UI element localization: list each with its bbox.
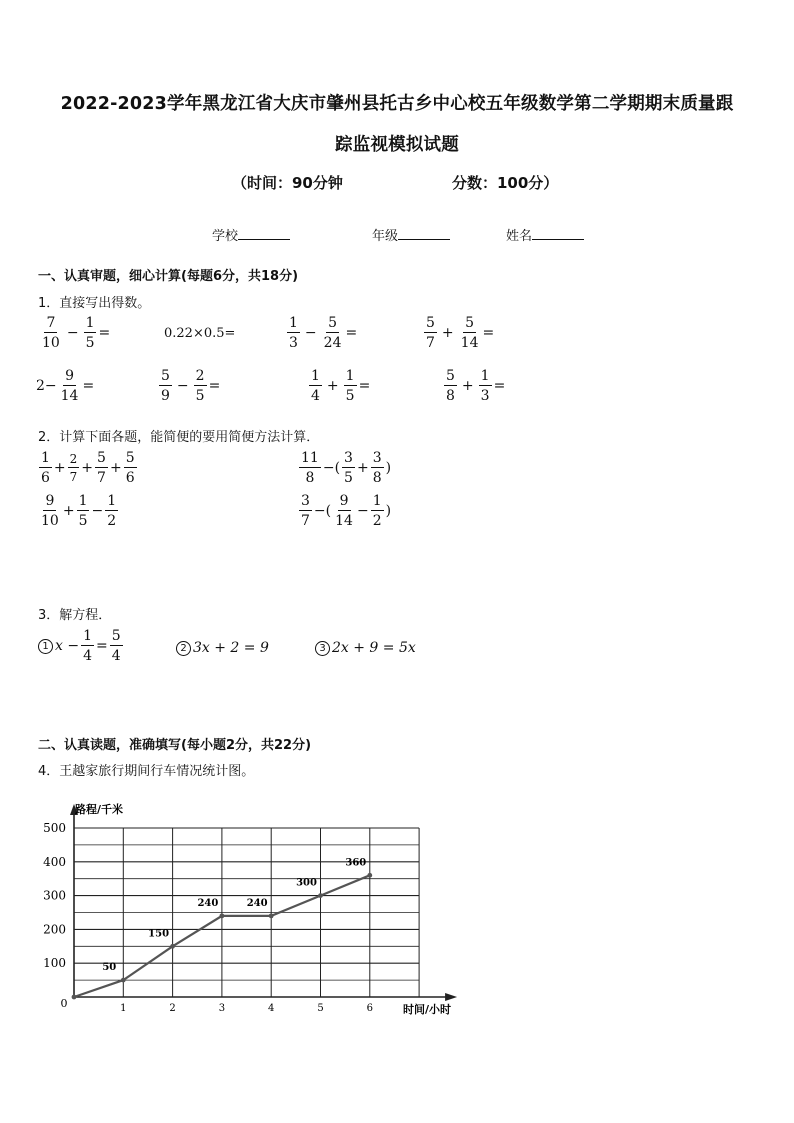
data-label: 50 [102,962,117,974]
right-paren: ) [385,503,392,519]
fraction-denominator: 3 [480,388,490,404]
fraction-numerator: 5 [426,315,435,331]
data-label: 300 [296,877,317,889]
q1-item-4 [422,316,494,350]
y-tick-label: 100 [43,956,66,971]
line-chart [30,795,480,1030]
fraction-numerator: 1 [345,368,355,384]
fraction-numerator: 1 [311,368,320,384]
q1-item-2: 0.22×0.5= [164,326,236,341]
equals-sign: = [208,378,221,394]
fraction-numerator: 1 [107,493,117,509]
fraction-denominator: 7 [301,513,310,529]
name-field[interactable] [506,225,584,244]
operator: − [322,460,335,476]
fraction-numerator: 1 [372,493,382,509]
fraction-denominator: 24 [323,335,342,351]
name-label: 姓名 [506,229,533,244]
operator: − [304,325,317,341]
equals-sign: = [358,378,371,394]
q3-equation-2 [176,640,269,656]
school-field[interactable] [212,225,290,244]
data-point [121,978,126,983]
x-tick-label: 3 [218,1003,226,1014]
fraction-numerator: 1 [83,628,92,644]
circled-number: 1 [38,639,53,654]
q1-item-1 [38,316,110,350]
fraction-denominator: 5 [344,470,353,486]
grade-label: 年级 [372,229,399,244]
x-tick-label: 6 [366,1003,373,1014]
q1-item-8 [442,369,505,403]
fraction-denominator: 7 [69,470,78,484]
operator: + [356,460,369,476]
fraction-numerator: 5 [97,450,106,466]
x-tick-label: 0 [60,997,68,1010]
left-paren: ( [325,503,332,519]
fraction-numerator: 5 [111,628,121,644]
q1-item-7 [307,369,370,403]
fraction-denominator: 5 [345,388,355,404]
x-tick-label: 4 [268,1003,275,1014]
fraction-denominator: 4 [83,648,92,664]
y-axis-label: 路程/千米 [75,803,124,816]
fraction-denominator: 5 [195,388,205,404]
fraction-numerator: 5 [125,450,135,466]
fraction-denominator: 6 [125,470,135,486]
fraction-numerator: 5 [161,368,170,384]
fraction-numerator: 3 [344,450,353,466]
operator: + [81,460,94,476]
q2-expr-2 [297,451,391,485]
exam-score: 分数：100分） [452,174,559,192]
fraction-numerator: 1 [78,493,88,509]
fraction-numerator: 3 [301,493,310,509]
name-blank[interactable] [532,227,584,240]
q3-label: 3．解方程． [38,608,112,623]
fraction-denominator: 7 [97,470,106,486]
equation-text: 2x + 9 = 5x [332,640,416,656]
fraction-numerator: 2 [69,452,78,466]
data-point [220,913,225,918]
right-paren: ) [385,460,392,476]
fraction-numerator: 9 [339,493,349,509]
section2-heading: 二、认真读题，准确填写(每小题2分，共22分) [38,738,312,753]
x-tick-label: 1 [120,1003,127,1014]
chart-ticks [43,821,373,1014]
x-axis-arrow-icon [445,993,457,1001]
page-title-line2: 踪监视模拟试题 [335,135,459,155]
fraction-denominator: 3 [289,335,298,351]
q1-item-5 [36,369,94,403]
operator: − [176,378,189,394]
q2-expr-3 [37,494,120,528]
fraction-denominator: 8 [305,470,315,486]
q1-label: 1．直接写出得数。 [38,296,151,311]
q2-expr-4 [297,494,391,528]
fraction-denominator: 10 [42,335,60,351]
fraction-denominator: 4 [111,648,121,664]
fraction-numerator: 1 [41,450,50,466]
fraction-denominator: 10 [41,513,59,529]
equals-sign: = [345,325,358,341]
circled-number: 2 [176,641,191,656]
operator: + [441,325,454,341]
equals-sign: = [82,378,95,394]
equals-sign: = [493,378,506,394]
page-title: 2022-2023学年黑龙江省大庆市肇州县托古乡中心校五年级数学第二学期期末质量跟 [60,94,734,114]
school-label: 学校 [212,229,239,244]
fraction-denominator: 9 [161,388,170,404]
fraction-denominator: 14 [60,388,79,404]
fraction-denominator: 5 [78,513,88,529]
y-tick-label: 300 [43,888,66,903]
operator: − [91,503,104,519]
fraction-denominator: 7 [426,335,435,351]
q3-equation-3 [315,640,416,656]
left-paren: ( [334,460,341,476]
chart-grid [74,828,419,997]
fraction-denominator: 2 [107,513,117,529]
circled-number: 3 [315,641,330,656]
data-point [318,893,323,898]
q1-item-3 [285,316,357,350]
operator: + [326,378,339,394]
fraction-denominator: 6 [41,470,50,486]
fraction-numerator: 1 [289,315,298,331]
data-point [170,944,175,949]
operator: + [62,503,75,519]
fraction-numerator: 5 [446,368,455,384]
x-axis-label: 时间/小时 [403,1003,452,1016]
operator: − [66,325,79,341]
q2-label: 2．计算下面各题，能简便的要用简便方法计算． [38,430,320,445]
equals-sign: = [98,325,111,341]
data-point [72,995,77,1000]
y-tick-label: 500 [43,821,66,835]
fraction-numerator: 5 [328,315,338,331]
fraction-denominator: 2 [372,513,382,529]
fraction-denominator: 8 [372,470,382,486]
data-label: 240 [197,897,219,909]
q3-equation-1 [38,629,125,663]
exam-time: （时间：90分钟 [232,174,343,192]
school-blank[interactable] [238,227,290,240]
fraction-numerator: 3 [372,450,382,466]
y-tick-label: 200 [43,922,66,937]
fraction-numerator: 1 [85,315,95,331]
operator: + [53,460,66,476]
y-tick-label: 400 [43,854,66,869]
equals-sign: = [96,638,108,654]
fraction-denominator: 5 [85,335,95,351]
operator: + [461,378,474,394]
fraction-denominator: 14 [335,513,353,529]
equals-sign: = [482,325,495,341]
fraction-numerator: 7 [46,315,56,331]
prefix: 2− [36,378,57,394]
equation-text: 3x + 2 = 9 [193,640,269,656]
fraction-numerator: 9 [45,493,55,509]
data-label: 240 [246,897,268,909]
q2-expr-1 [37,451,139,485]
operator: + [109,460,122,476]
fraction-numerator: 1 [480,368,490,384]
x-tick-label: 5 [317,1003,324,1014]
fraction-denominator: 8 [446,388,455,404]
grade-field[interactable] [372,225,450,244]
fraction-numerator: 11 [301,450,319,466]
fraction-denominator: 14 [460,335,479,351]
fraction-numerator: 2 [195,368,205,384]
q4-label: 4．王越家旅行期间行车情况统计图。 [38,764,255,779]
data-label: 360 [345,857,367,869]
fraction-numerator: 5 [465,315,475,331]
data-point [367,873,372,878]
operator: − [356,503,369,519]
q1-item-6 [157,369,220,403]
data-label: 150 [148,928,170,940]
grade-blank[interactable] [398,227,450,240]
operator: − [313,503,326,519]
x-tick-label: 2 [169,1003,176,1014]
fraction-denominator: 4 [311,388,320,404]
equation-prefix: x − [55,638,80,654]
fraction-numerator: 9 [65,368,75,384]
data-point [269,913,274,918]
section1-heading: 一、认真审题，细心计算(每题6分，共18分) [38,269,299,284]
